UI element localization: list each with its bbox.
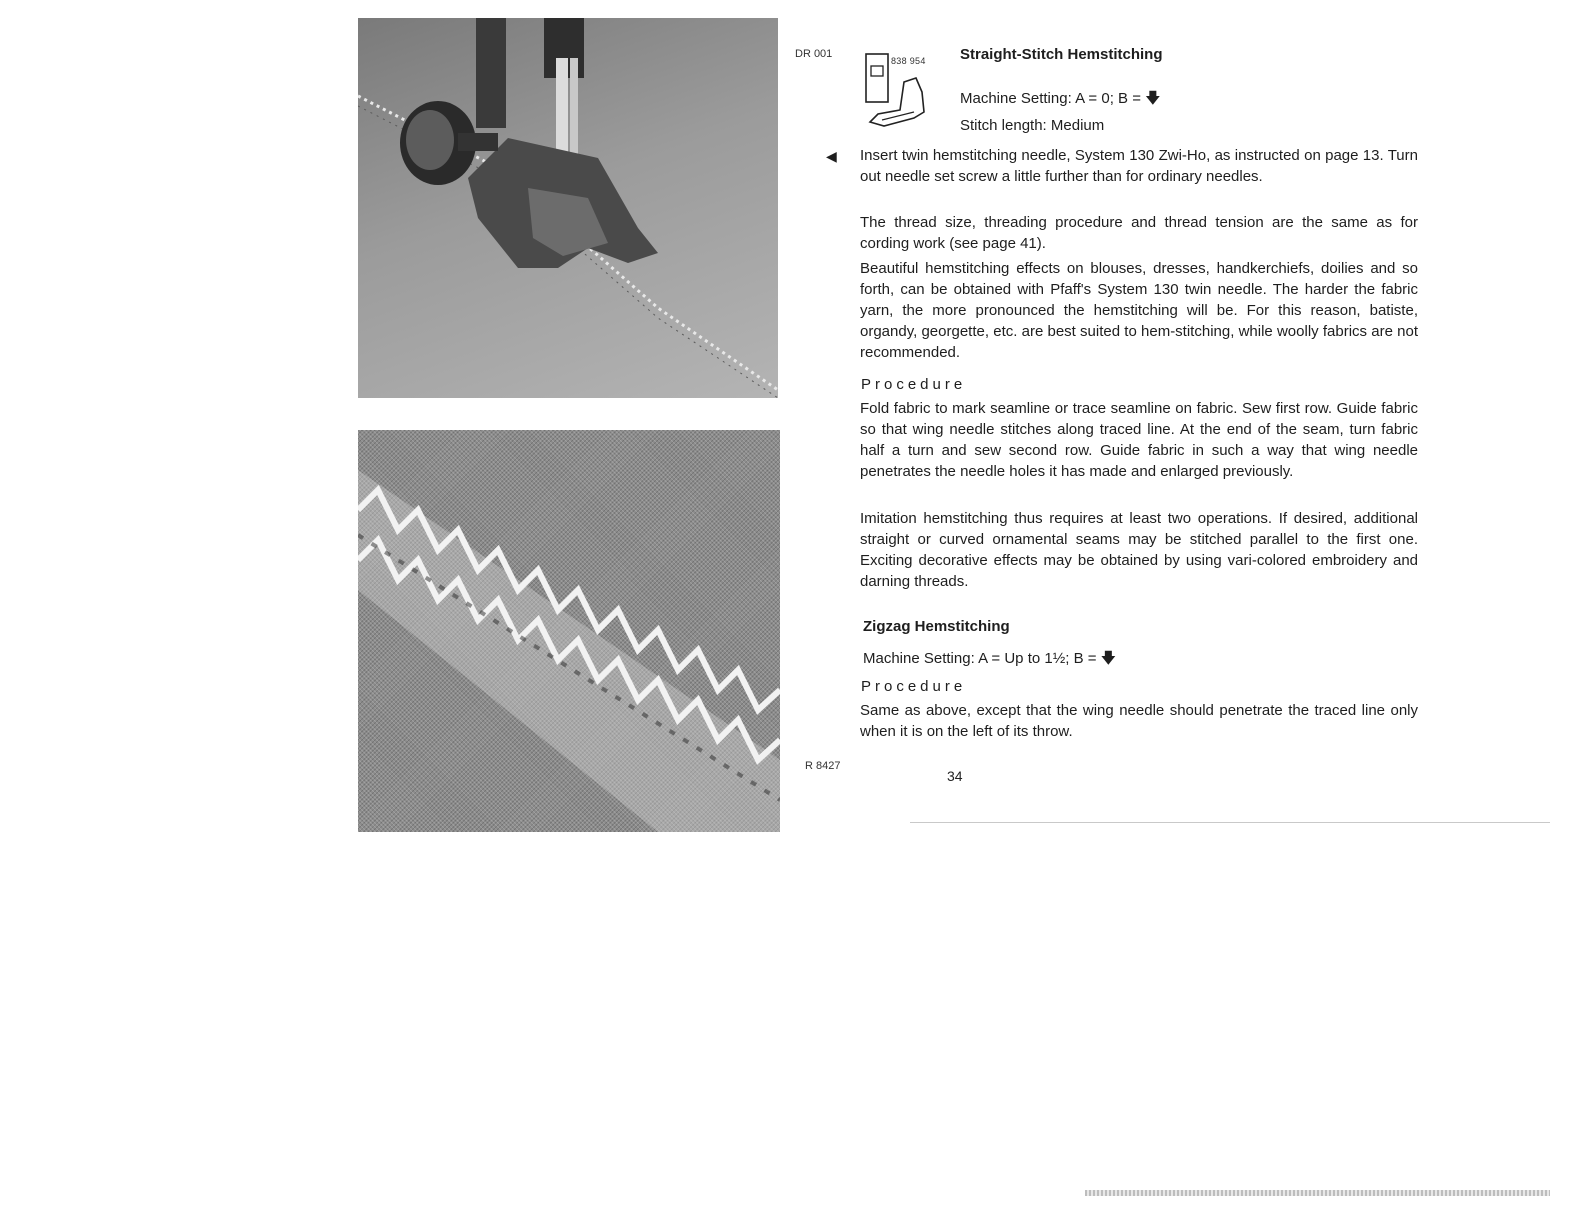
machine-setting-zigzag — [863, 648, 1116, 673]
margin-code-top: DR 001 — [795, 48, 833, 60]
procedure-heading-zigzag: Procedure — [861, 678, 967, 695]
page-edge-line — [910, 822, 1550, 823]
section-title-zigzag: Zigzag Hemstitching — [863, 618, 1010, 635]
setting-label: Machine Setting: — [960, 90, 1072, 107]
down-arrow-icon: 🡇 — [1100, 650, 1117, 667]
setting-a-value: A = Up to 1½; — [978, 650, 1070, 667]
setting-label: Machine Setting: — [863, 650, 975, 667]
stitch-length: Stitch length: Medium — [960, 117, 1105, 134]
part-number: 838 954 — [891, 56, 926, 66]
paragraph-effects: Beautiful hemstitching effects on blouses, dresses, handkerchiefs, doilies and so forth, can be obtained with Pfaff's System 130 twin needle. The harder the fabric yarn, the more pronounced the hemstitching will be. For this reason, batiste, organdy, georgette, etc. are best suited to hem-stitching, while woolly fabrics are not recommended. — [860, 260, 1418, 361]
setting-b-value: B = — [1073, 650, 1097, 667]
setting-b-value: B = — [1118, 90, 1141, 107]
scan-edge-bar — [1085, 1190, 1550, 1196]
section-title-straight: Straight-Stitch Hemstitching — [960, 46, 1163, 63]
photo-presser-foot — [358, 18, 778, 398]
page-number: 34 — [947, 768, 963, 784]
paragraph-zigzag-procedure: Same as above, except that the wing needle should penetrate the traced line only when it is on the left of its throw. — [860, 702, 1418, 740]
paragraph-insert-needle: Insert twin hemstitching needle, System 130 Zwi-Ho, as instructed on page 13. Turn out needle set screw a little further than for ordinary needles. — [860, 147, 1418, 185]
paragraph-procedure-imitation: Imitation hemstitching thus requires at least two operations. If desired, additional straight or curved ornamental seams may be stitched parallel to the first one. Exciting decorative effects may be obtained by using vari-colored embroidery and darning threads. — [860, 510, 1418, 590]
paragraph-thread-size: The thread size, threading procedure and thread tension are the same as for cording work (see page 41). — [860, 214, 1418, 252]
procedure-heading-straight: Procedure — [861, 376, 967, 393]
margin-code-bottom: R 8427 — [805, 760, 841, 772]
setting-a-value: A = 0; — [1075, 90, 1114, 107]
paragraph-procedure-fold: Fold fabric to mark seamline or trace seamline on fabric. Sew first row. Guide fabric so that wing needle stitches along traced line. At the end of the seam, turn fabric half a turn and sew second row. Guide fabric in such a way that wing needle penetrates the needle holes it has made and enlarged previously. — [860, 400, 1418, 480]
down-arrow-icon: 🡇 — [1145, 90, 1161, 107]
machine-setting-straight — [960, 88, 1161, 113]
left-pointer-icon: ◀ — [826, 148, 837, 164]
photo-hemstitch-sample — [358, 430, 780, 832]
